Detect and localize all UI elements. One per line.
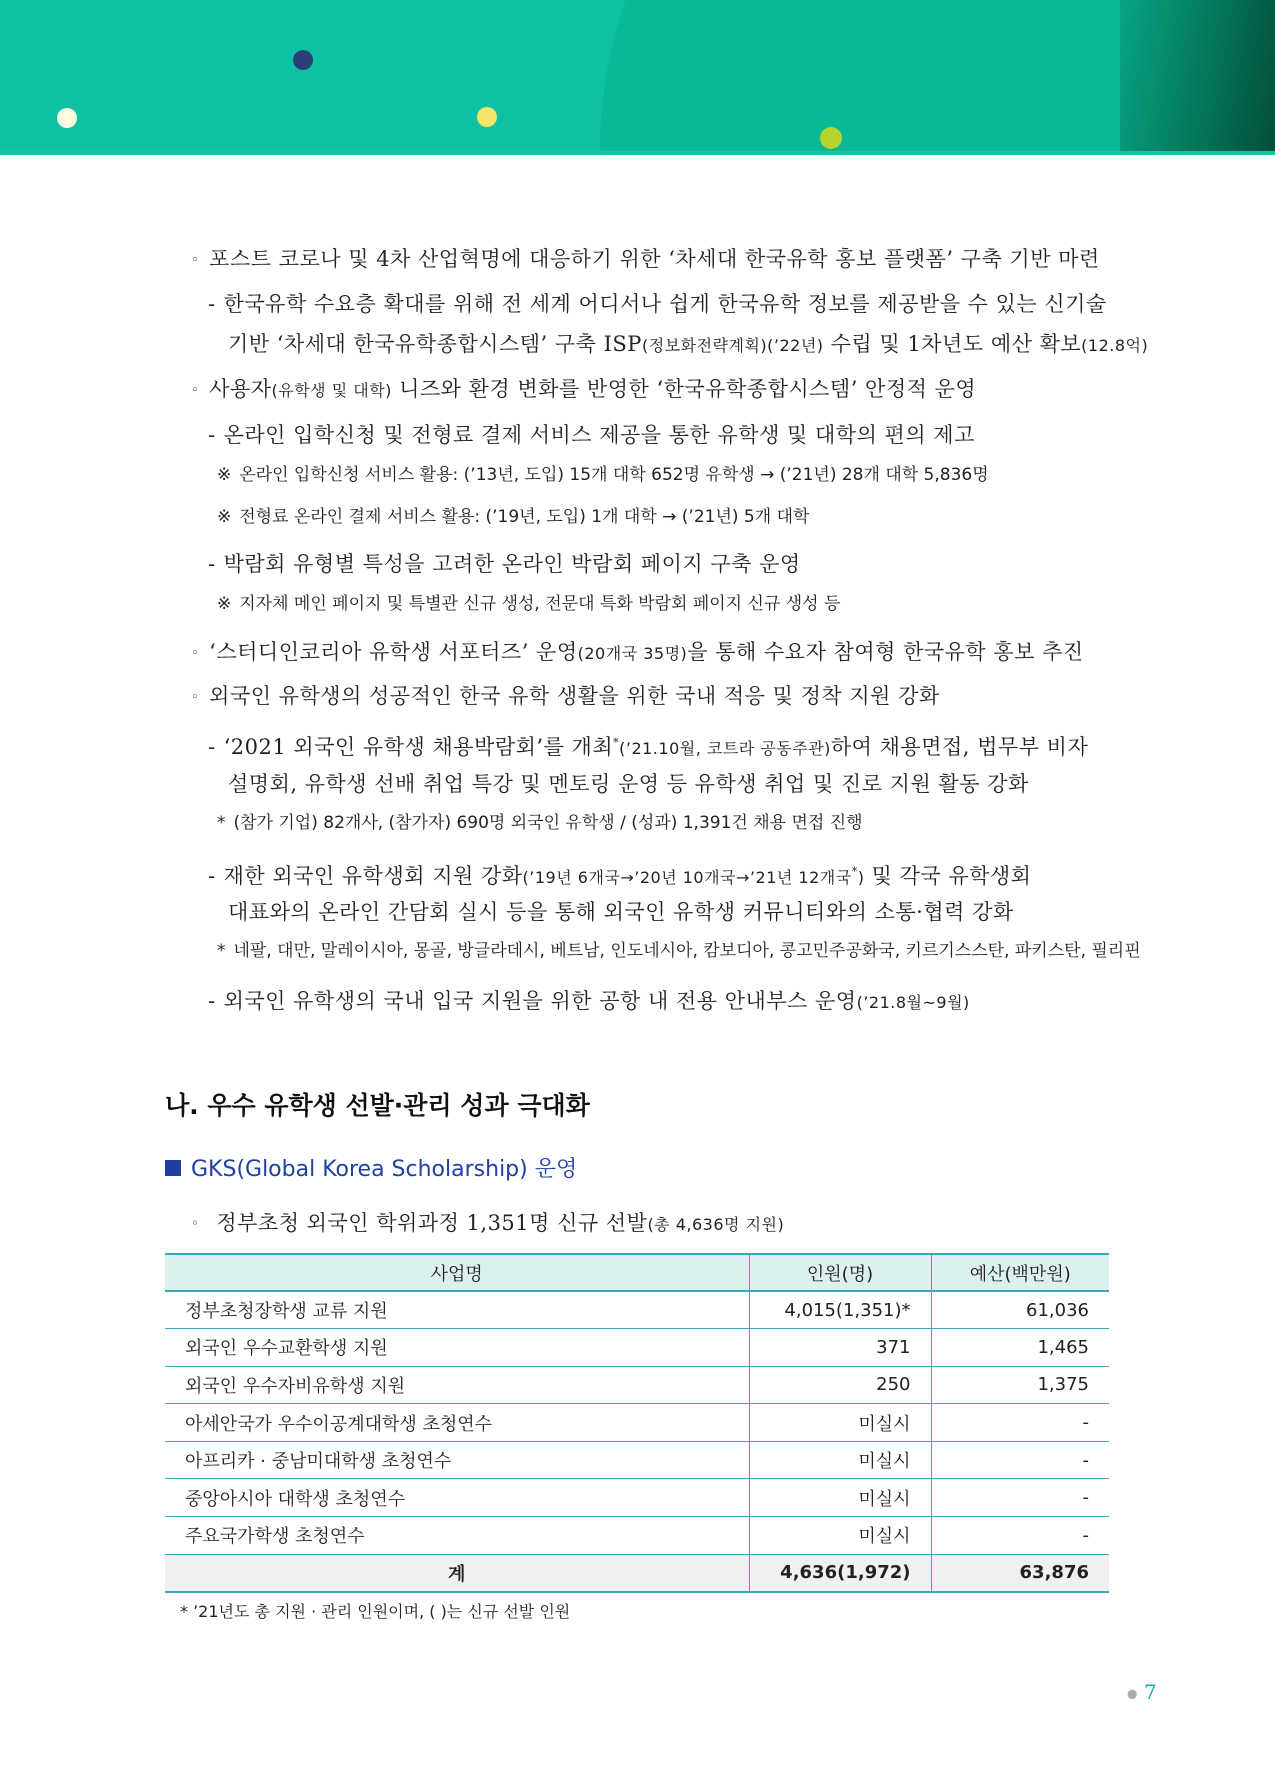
section-heading: 나. 우수 유학생 선발·관리 성과 극대화	[165, 1091, 590, 1120]
line-text: 설명회, 유학생 선배 취업 특강 및 멘토링 운영 등 유학생 취업 및 진로 지원 활동 강화	[228, 772, 1029, 796]
line-mark: ※	[217, 507, 232, 527]
lime-dot	[820, 127, 842, 149]
text-line	[217, 809, 863, 837]
table-row	[165, 1441, 1109, 1479]
header-banner	[0, 0, 1275, 155]
line-text: 지자체 메인 페이지 및 특별관 신규 생성, 전문대 특화 박람회 페이지 신규 생성 등	[239, 594, 841, 614]
bullet-text: 정부초청 외국인 학위과정 1,351명 신규 선발	[216, 1211, 648, 1235]
line-text: 하여 채용면접, 법무부 비자	[830, 735, 1089, 759]
cell-people: 미실시	[749, 1441, 931, 1479]
line-text: 예산 확보	[983, 332, 1082, 356]
line-text: 을 통해 수요자 참여형 한국유학 홍보 추진	[687, 640, 1084, 664]
cell-people: 4,015(1,351)*	[749, 1291, 931, 1329]
line-text: ‘2021 외국인 유학생 채용박람회’를 개최	[223, 735, 614, 759]
bullet-mark: ◦	[191, 1216, 200, 1232]
cell-program: 중앙아시아 대학생 초청연수	[165, 1479, 749, 1517]
cell-budget: 1,375	[931, 1366, 1109, 1404]
line-mark: -	[208, 292, 216, 316]
line-small: (유학생 및 대학)	[271, 381, 392, 400]
line-text: 네팔, 대만, 말레이시아, 몽골, 방글라데시, 베트남, 인도네시아, 캄보디아, 콩고민주공화국, 키르기스스탄, 파키스탄, 필리핀	[233, 941, 1141, 961]
page-number: ● 7	[1127, 1680, 1157, 1704]
cell-budget: -	[931, 1441, 1109, 1479]
cell-budget: 61,036	[931, 1291, 1109, 1329]
cell-people: 미실시	[749, 1479, 931, 1517]
cell-budget: 63,876	[931, 1554, 1109, 1592]
line-text: 박람회 유형별 특성을 고려한 온라인 박람회 페이지 구축 운영	[223, 552, 801, 576]
line-mark: ◦	[191, 252, 200, 268]
line-mark: ◦	[191, 689, 200, 705]
line-mark: -	[208, 989, 216, 1013]
cell-people: 250	[749, 1366, 931, 1404]
table-row	[165, 1404, 1109, 1442]
header-people: 인원(명)	[749, 1254, 931, 1291]
bullet-small: (총 4,636명 지원)	[647, 1215, 785, 1234]
line-small: (12.8억)	[1081, 336, 1149, 355]
subsection-heading	[165, 1152, 577, 1183]
line-text: 온라인 입학신청 및 전형료 결제 서비스 제공을 통한 유학생 및 대학의 편의 제고	[223, 423, 975, 447]
line-mark: ◦	[191, 382, 200, 398]
line-text: 재한 외국인 유학생회 지원 강화	[223, 864, 523, 888]
header-budget: 예산(백만원)	[931, 1254, 1109, 1291]
text-line	[208, 421, 975, 449]
text-line	[217, 937, 1141, 965]
cell-budget: -	[931, 1404, 1109, 1442]
text-line	[191, 245, 1100, 275]
yellow-dot	[477, 107, 497, 127]
line-mark: *	[217, 941, 226, 961]
line-text: 외국인 유학생의 국내 입국 지원을 위한 공항 내 전용 안내부스 운영	[223, 989, 857, 1013]
line-text: 기반 ‘차세대 한국유학종합시스템’ 구축 ISP	[228, 332, 642, 356]
cell-program: 아프리카 · 중남미대학생 초청연수	[165, 1441, 749, 1479]
header-program: 사업명	[165, 1254, 749, 1291]
text-line	[217, 461, 989, 489]
table-row	[165, 1291, 1109, 1329]
text-line	[208, 290, 1107, 318]
text-line	[208, 729, 1088, 763]
white-dot	[57, 108, 77, 128]
line-mark: ◦	[191, 645, 200, 661]
line-mark: -	[208, 423, 216, 447]
decorative-gradient	[1120, 0, 1275, 155]
line-mark: -	[208, 735, 216, 759]
line-small: (’19년 6개국→’20년 10개국→’21년 12개국	[522, 868, 852, 887]
line-small: (20개국 35명)	[577, 644, 688, 663]
cell-budget: -	[931, 1479, 1109, 1517]
text-line	[217, 590, 840, 618]
line-text: 사용자	[209, 377, 272, 401]
cell-people: 미실시	[749, 1517, 931, 1555]
cell-program: 외국인 우수교환학생 지원	[165, 1329, 749, 1367]
line-text: 수립 및 1차년도	[823, 332, 984, 356]
table-row	[165, 1517, 1109, 1555]
navy-dot	[293, 50, 313, 70]
line-mark: ※	[217, 594, 232, 614]
text-line	[228, 330, 1148, 360]
table-header	[165, 1254, 1109, 1291]
section-bullet	[191, 1209, 784, 1239]
line-mark: -	[208, 864, 216, 888]
text-line	[191, 682, 940, 712]
text-line	[228, 898, 1014, 926]
square-bullet-icon	[165, 1160, 181, 1176]
cell-people: 4,636(1,972)	[749, 1554, 931, 1592]
cell-budget: -	[931, 1517, 1109, 1555]
text-line	[228, 770, 1029, 798]
line-text: 및 각국 유학생회	[864, 864, 1032, 888]
table-row	[165, 1479, 1109, 1517]
cell-budget: 1,465	[931, 1329, 1109, 1367]
text-line	[217, 503, 809, 531]
cell-program: 아세안국가 우수이공계대학생 초청연수	[165, 1404, 749, 1442]
line-mark: -	[208, 552, 216, 576]
table-row	[165, 1329, 1109, 1367]
header-band	[0, 151, 1275, 155]
line-small: (’21.10월, 코트라 공동주관)	[619, 739, 831, 758]
text-line	[208, 550, 801, 578]
line-text: 온라인 입학신청 서비스 활용: (’13년, 도입) 15개 대학 652명 유학생 → (’21년) 28개 대학 5,836명	[239, 465, 989, 485]
line-text: 전형료 온라인 결제 서비스 활용: (’19년, 도입) 1개 대학 → (’21년) 5개 대학	[239, 507, 810, 527]
text-line	[191, 375, 976, 405]
line-text: ‘스터디인코리아 유학생 서포터즈’ 운영	[209, 640, 578, 664]
line-text: 대표와의 온라인 간담회 실시 등을 통해 외국인 유학생 커뮤니티와의 소통·협력 강화	[228, 900, 1014, 924]
footnote-mark: *	[851, 865, 858, 878]
text-line	[191, 638, 1084, 668]
line-small: )	[857, 868, 865, 887]
page-number-text: 7	[1143, 1680, 1157, 1704]
footnote-mark: *	[613, 736, 620, 749]
line-text: 포스트 코로나 및 4차 산업혁명에 대응하기 위한 ‘차세대 한국유학 홍보 플랫폼’ 구축 기반 마련	[209, 247, 1100, 271]
line-small: (’21.8월~9월)	[856, 993, 970, 1012]
line-small: (’22년)	[767, 336, 824, 355]
cell-people: 371	[749, 1329, 931, 1367]
cell-program: 외국인 우수자비유학생 지원	[165, 1366, 749, 1404]
subsection-title: GKS(Global Korea Scholarship) 운영	[191, 1157, 578, 1182]
cell-people: 미실시	[749, 1404, 931, 1442]
line-mark: ※	[217, 465, 232, 485]
cell-program: 계	[165, 1554, 749, 1592]
line-text: 외국인 유학생의 성공적인 한국 유학 생활을 위한 국내 적응 및 정착 지원 강화	[209, 684, 940, 708]
line-mark: *	[217, 813, 226, 833]
text-line	[208, 987, 970, 1017]
line-text: 니즈와 환경 변화를 반영한 ‘한국유학종합시스템’ 안정적 운영	[391, 377, 977, 401]
table-footnote: * ’21년도 총 지원 · 관리 인원이며, ( )는 신규 선발 인원	[180, 1602, 571, 1621]
line-small: (정보화전략계획)	[641, 336, 768, 355]
cell-program: 정부초청장학생 교류 지원	[165, 1291, 749, 1329]
table-total-row	[165, 1554, 1109, 1592]
table-row	[165, 1366, 1109, 1404]
text-line	[208, 858, 1031, 892]
line-text: (참가 기업) 82개사, (참가자) 690명 외국인 유학생 / (성과) 1,391건 채용 면접 진행	[233, 813, 863, 833]
cell-program: 주요국가학생 초청연수	[165, 1517, 749, 1555]
line-text: 한국유학 수요층 확대를 위해 전 세계 어디서나 쉽게 한국유학 정보를 제공받을 수 있는 신기술	[223, 292, 1107, 316]
gks-table	[165, 1253, 1109, 1593]
